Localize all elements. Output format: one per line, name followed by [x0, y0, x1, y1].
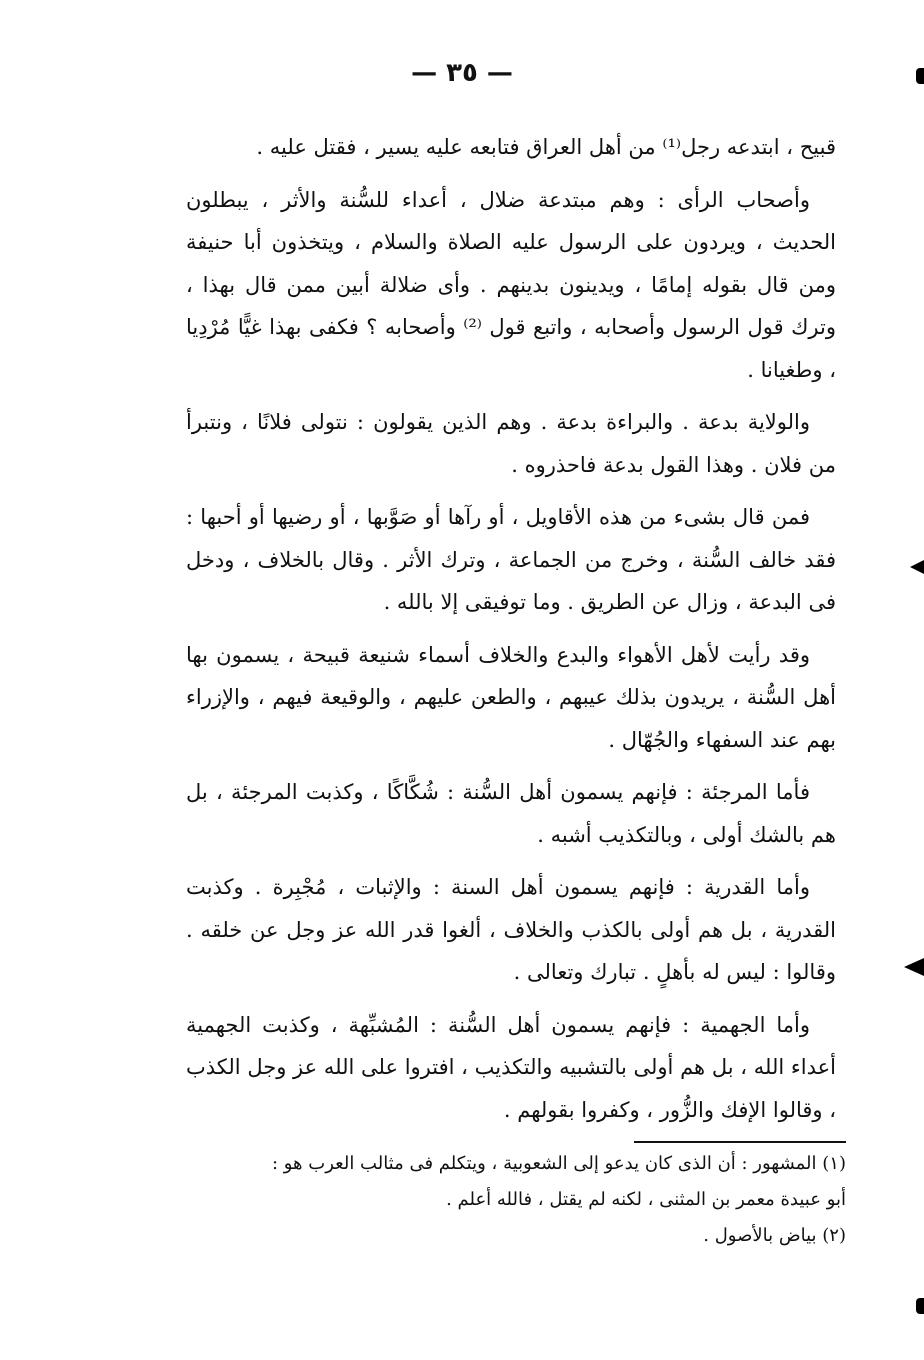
footnotes: [186, 1146, 846, 1254]
footnote-divider: [634, 1141, 846, 1143]
paragraph: فمن قال بشىء من هذه الأقاويل ، أو رآها أو صَوَّبها ، أو رضيها أو أحبها : فقد خالف السُّنة ، وخرج من الجماعة ، وترك الأثر . وقال بالخلاف ، ودخل فى البدعة ، وزال عن الطريق . وما توفيقى إلا بالله .: [186, 505, 836, 614]
footnote: أبو عبيدة معمر بن المثنى ، لكنه لم يقتل ، فالله أعلم .: [446, 1189, 846, 1210]
edge-mark-bottom: [916, 1298, 924, 1314]
paragraph: وأما الجهمية : فإنهم يسمون أهل السُّنة : المُشبِّهة ، وكذبت الجهمية أعداء الله ، بل هم أولى بالتشبيه والتكذيب ، افتروا على الله عز وجل الكذب ، وقالوا الإفك والزُّور ، وكفروا بقولهم .: [186, 1012, 836, 1122]
paragraph: قبيح ، ابتدعه رجل⁽¹⁾ من أهل العراق فتابعه عليه يسير ، فقتل عليه .: [256, 135, 836, 159]
edge-mark-arrow: [904, 958, 924, 976]
page-number: — ٣٥ —: [411, 58, 513, 88]
paragraph: وقد رأيت لأهل الأهواء والبدع والخلاف أسماء شنيعة قبيحة ، يسمون بها أهل السُّنة ، يريدون بذلك عيبهم ، والطعن عليهم ، والوقيعة فيهم ، والإزراء بهم عند السفهاء والجُهّال .: [186, 642, 836, 752]
paragraph: وأصحاب الرأى : وهم مبتدعة ضلال ، أعداء للسُّنة والأثر ، يبطلون الحديث ، ويردون على الرسول عليه الصلاة والسلام ، ويتخذون أبا حنيفة ومن قال بقوله إمامًا ، ويدينون بدينهم . وأى ضلالة أبين ممن قال بهذا ، وترك قول الرسول وأصحابه ، واتبع قول ⁽²⁾ وأصحابه ؟ فكفى بهذا غيًّا مُرْدِيا ، وطغيانا .: [186, 187, 836, 382]
paragraph: فأما المرجئة : فإنهم يسمون أهل السُّنة : شُكَّاكًا ، وكذبت المرجئة ، بل هم بالشك أولى ، وبالتكذيب أشبه .: [186, 780, 836, 847]
edge-mark-arrow: [910, 560, 924, 574]
paragraph: والولاية بدعة . والبراءة بدعة . وهم الذين يقولون : نتولى فلانًا ، ونتبرأ من فلان . وهذا القول بدعة فاحذروه .: [186, 410, 836, 477]
edge-mark-top: [916, 68, 924, 84]
main-text: [186, 126, 836, 1141]
footnote: (٢) بياض بالأصول .: [703, 1225, 846, 1246]
footnote: (١) المشهور : أن الذى كان يدعو إلى الشعوبية ، ويتكلم فى مثالب العرب هو :: [271, 1153, 846, 1174]
paragraph: وأما القدرية : فإنهم يسمون أهل السنة : والإثبات ، مُجْبِرة . وكذبت القدرية ، بل هم أولى بالكذب والخلاف ، ألغوا قدر الله عز وجل عن خلقه . وقالوا : ليس له بأهلٍ . تبارك وتعالى .: [186, 875, 836, 984]
